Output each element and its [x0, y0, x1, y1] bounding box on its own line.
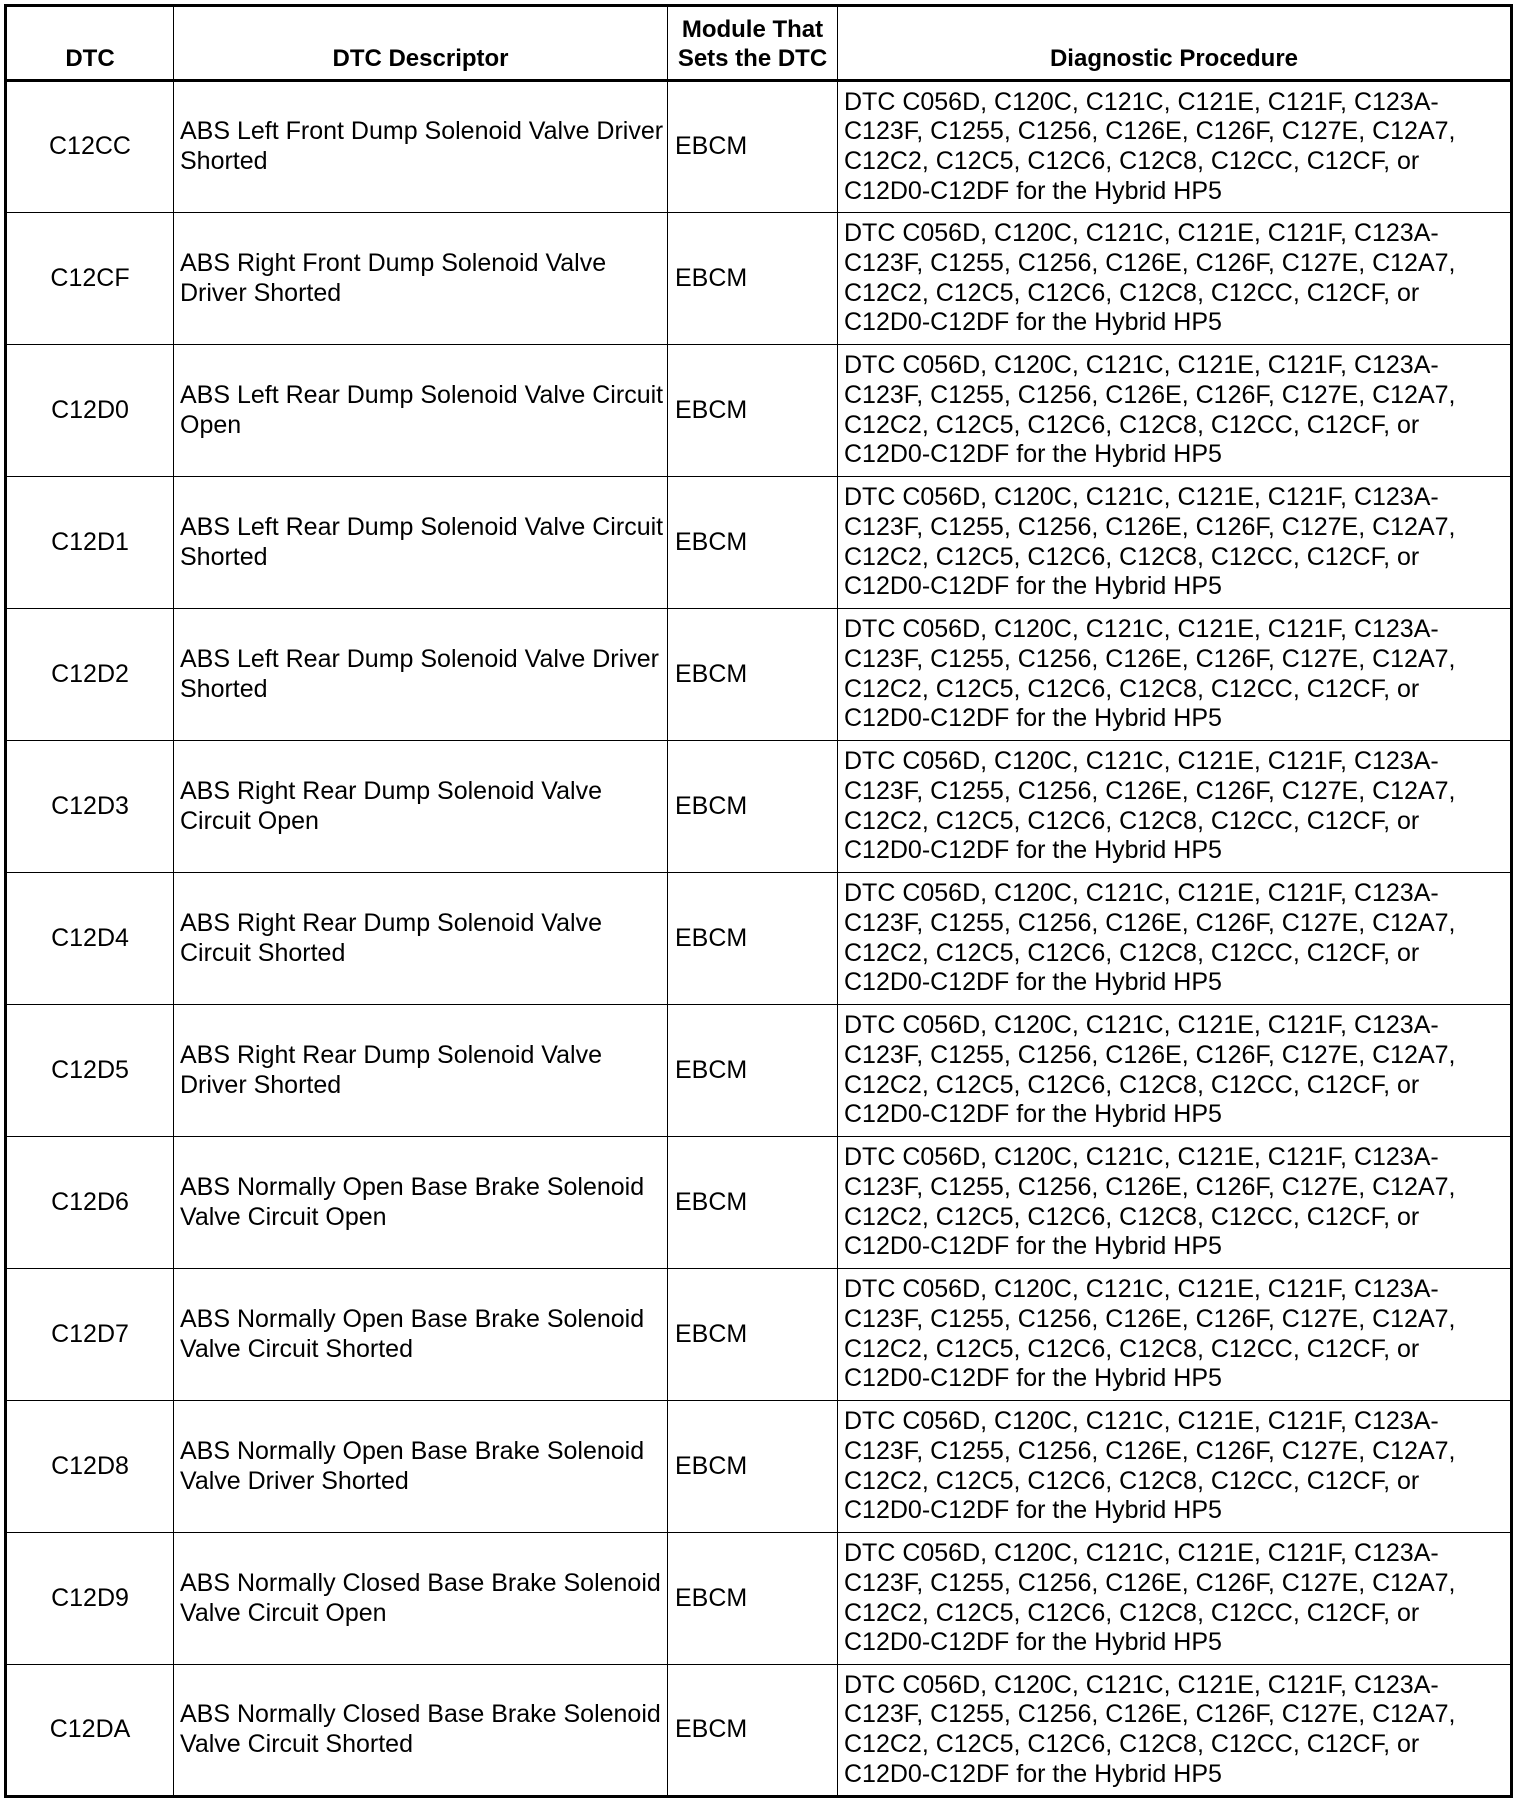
table-row: [6, 609, 1512, 741]
cell-dtc: C12CC: [6, 81, 174, 213]
cell-procedure: DTC C056D, C120C, C121C, C121E, C121F, C123A-C123F, C1255, C1256, C126E, C126F, C127E, C12A7, C12C2, C12C5, C12C6, C12C8, C12CC, C12CF, or C12D0-C12DF for the Hybrid HP5: [838, 477, 1512, 609]
table-row: [6, 1005, 1512, 1137]
cell-procedure: DTC C056D, C120C, C121C, C121E, C121F, C123A-C123F, C1255, C1256, C126E, C126F, C127E, C12A7, C12C2, C12C5, C12C6, C12C8, C12CC, C12CF, or C12D0-C12DF for the Hybrid HP5: [838, 213, 1512, 345]
header-dtc: DTC: [6, 6, 174, 81]
cell-dtc: C12D1: [6, 477, 174, 609]
header-row: [6, 6, 1512, 81]
table-row: [6, 213, 1512, 345]
cell-module: EBCM: [668, 213, 838, 345]
cell-procedure: DTC C056D, C120C, C121C, C121E, C121F, C123A-C123F, C1255, C1256, C126E, C126F, C127E, C12A7, C12C2, C12C5, C12C6, C12C8, C12CC, C12CF, or C12D0-C12DF for the Hybrid HP5: [838, 1401, 1512, 1533]
dtc-table: [4, 4, 1513, 1798]
cell-module: EBCM: [668, 609, 838, 741]
table-row: [6, 1401, 1512, 1533]
cell-procedure: DTC C056D, C120C, C121C, C121E, C121F, C123A-C123F, C1255, C1256, C126E, C126F, C127E, C12A7, C12C2, C12C5, C12C6, C12C8, C12CC, C12CF, or C12D0-C12DF for the Hybrid HP5: [838, 1269, 1512, 1401]
cell-procedure: DTC C056D, C120C, C121C, C121E, C121F, C123A-C123F, C1255, C1256, C126E, C126F, C127E, C12A7, C12C2, C12C5, C12C6, C12C8, C12CC, C12CF, or C12D0-C12DF for the Hybrid HP5: [838, 741, 1512, 873]
table-row: [6, 1665, 1512, 1797]
header-procedure: Diagnostic Procedure: [838, 6, 1512, 81]
cell-module: EBCM: [668, 1137, 838, 1269]
cell-dtc: C12D3: [6, 741, 174, 873]
table-row: [6, 477, 1512, 609]
cell-dtc: C12D9: [6, 1533, 174, 1665]
cell-module: EBCM: [668, 477, 838, 609]
cell-procedure: DTC C056D, C120C, C121C, C121E, C121F, C123A-C123F, C1255, C1256, C126E, C126F, C127E, C12A7, C12C2, C12C5, C12C6, C12C8, C12CC, C12CF, or C12D0-C12DF for the Hybrid HP5: [838, 1533, 1512, 1665]
cell-module: EBCM: [668, 345, 838, 477]
cell-descriptor: ABS Normally Open Base Brake Solenoid Valve Circuit Shorted: [174, 1269, 668, 1401]
cell-descriptor: ABS Normally Closed Base Brake Solenoid Valve Circuit Open: [174, 1533, 668, 1665]
cell-module: EBCM: [668, 1401, 838, 1533]
cell-module: EBCM: [668, 1533, 838, 1665]
cell-descriptor: ABS Right Rear Dump Solenoid Valve Driver Shorted: [174, 1005, 668, 1137]
cell-procedure: DTC C056D, C120C, C121C, C121E, C121F, C123A-C123F, C1255, C1256, C126E, C126F, C127E, C12A7, C12C2, C12C5, C12C6, C12C8, C12CC, C12CF, or C12D0-C12DF for the Hybrid HP5: [838, 873, 1512, 1005]
cell-module: EBCM: [668, 1665, 838, 1797]
cell-module: EBCM: [668, 873, 838, 1005]
cell-descriptor: ABS Normally Open Base Brake Solenoid Valve Circuit Open: [174, 1137, 668, 1269]
table-body: [6, 81, 1512, 1797]
cell-module: EBCM: [668, 741, 838, 873]
cell-descriptor: ABS Left Front Dump Solenoid Valve Driver Shorted: [174, 81, 668, 213]
cell-dtc: C12D6: [6, 1137, 174, 1269]
cell-dtc: C12D2: [6, 609, 174, 741]
cell-descriptor: ABS Right Rear Dump Solenoid Valve Circuit Open: [174, 741, 668, 873]
cell-module: EBCM: [668, 1005, 838, 1137]
cell-dtc: C12D5: [6, 1005, 174, 1137]
table-row: [6, 1269, 1512, 1401]
table-row: [6, 873, 1512, 1005]
cell-dtc: C12D8: [6, 1401, 174, 1533]
table-row: [6, 741, 1512, 873]
header-descriptor: DTC Descriptor: [174, 6, 668, 81]
cell-procedure: DTC C056D, C120C, C121C, C121E, C121F, C123A-C123F, C1255, C1256, C126E, C126F, C127E, C12A7, C12C2, C12C5, C12C6, C12C8, C12CC, C12CF, or C12D0-C12DF for the Hybrid HP5: [838, 609, 1512, 741]
cell-procedure: DTC C056D, C120C, C121C, C121E, C121F, C123A-C123F, C1255, C1256, C126E, C126F, C127E, C12A7, C12C2, C12C5, C12C6, C12C8, C12CC, C12CF, or C12D0-C12DF for the Hybrid HP5: [838, 1137, 1512, 1269]
cell-descriptor: ABS Right Rear Dump Solenoid Valve Circuit Shorted: [174, 873, 668, 1005]
table-row: [6, 81, 1512, 213]
cell-dtc: C12CF: [6, 213, 174, 345]
cell-descriptor: ABS Left Rear Dump Solenoid Valve Circuit Shorted: [174, 477, 668, 609]
cell-descriptor: ABS Left Rear Dump Solenoid Valve Circuit Open: [174, 345, 668, 477]
header-module: Module That Sets the DTC: [668, 6, 838, 81]
cell-descriptor: ABS Normally Closed Base Brake Solenoid Valve Circuit Shorted: [174, 1665, 668, 1797]
cell-procedure: DTC C056D, C120C, C121C, C121E, C121F, C123A-C123F, C1255, C1256, C126E, C126F, C127E, C12A7, C12C2, C12C5, C12C6, C12C8, C12CC, C12CF, or C12D0-C12DF for the Hybrid HP5: [838, 1005, 1512, 1137]
cell-dtc: C12D0: [6, 345, 174, 477]
table-header: [6, 6, 1512, 81]
cell-module: EBCM: [668, 1269, 838, 1401]
table-row: [6, 345, 1512, 477]
cell-dtc: C12D7: [6, 1269, 174, 1401]
cell-procedure: DTC C056D, C120C, C121C, C121E, C121F, C123A-C123F, C1255, C1256, C126E, C126F, C127E, C12A7, C12C2, C12C5, C12C6, C12C8, C12CC, C12CF, or C12D0-C12DF for the Hybrid HP5: [838, 81, 1512, 213]
cell-descriptor: ABS Right Front Dump Solenoid Valve Driver Shorted: [174, 213, 668, 345]
table-row: [6, 1533, 1512, 1665]
cell-descriptor: ABS Left Rear Dump Solenoid Valve Driver Shorted: [174, 609, 668, 741]
cell-dtc: C12DA: [6, 1665, 174, 1797]
cell-module: EBCM: [668, 81, 838, 213]
cell-dtc: C12D4: [6, 873, 174, 1005]
cell-procedure: DTC C056D, C120C, C121C, C121E, C121F, C123A-C123F, C1255, C1256, C126E, C126F, C127E, C12A7, C12C2, C12C5, C12C6, C12C8, C12CC, C12CF, or C12D0-C12DF for the Hybrid HP5: [838, 345, 1512, 477]
cell-procedure: DTC C056D, C120C, C121C, C121E, C121F, C123A-C123F, C1255, C1256, C126E, C126F, C127E, C12A7, C12C2, C12C5, C12C6, C12C8, C12CC, C12CF, or C12D0-C12DF for the Hybrid HP5: [838, 1665, 1512, 1797]
cell-descriptor: ABS Normally Open Base Brake Solenoid Valve Driver Shorted: [174, 1401, 668, 1533]
table-row: [6, 1137, 1512, 1269]
